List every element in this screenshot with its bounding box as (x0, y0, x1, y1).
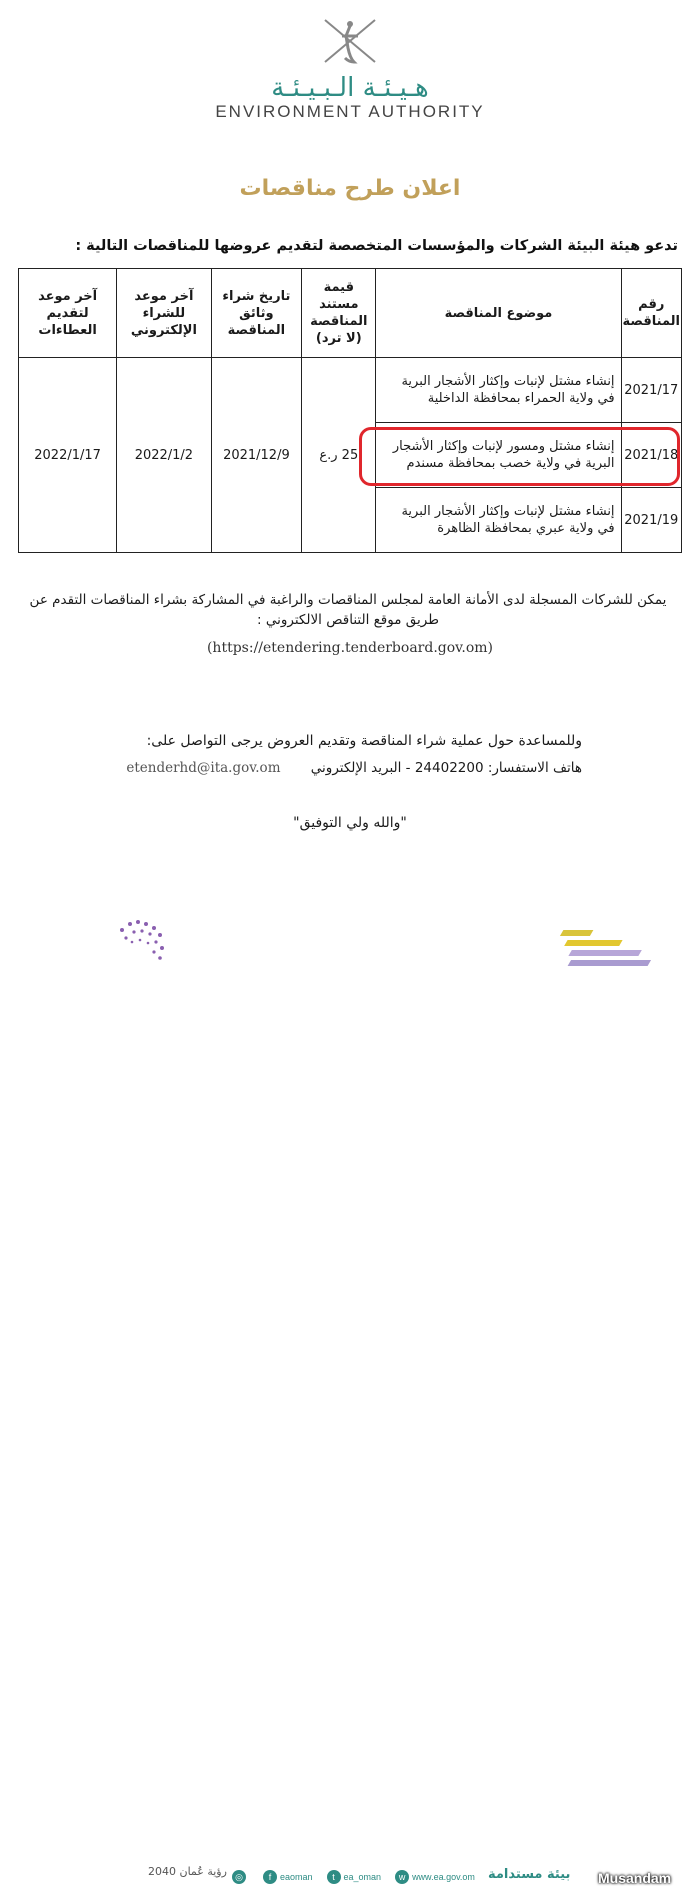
khanjar-emblem-icon (315, 14, 385, 72)
intro-text: تدعو هيئة البيئة الشركات والمؤسسات المتخصصة لتقديم عروضها للمناقصات التالية : (75, 238, 678, 254)
registration-paragraph: يمكن للشركات المسجلة لدى الأمانة العامة لمجلس المناقصات والراغبة في المشاركة بشراء المناقصات التقدم عن طريق موقع التناقص الالكتروني : (29, 592, 667, 628)
email-link[interactable]: etenderhd@ita.gov.om (126, 760, 281, 776)
table-header-row (19, 269, 682, 358)
instagram-link[interactable] (232, 1870, 249, 1884)
website-link[interactable] (395, 1870, 475, 1884)
contact-line (126, 760, 582, 776)
header-purchase-date: تاريخ شراء وثائق المناقصة (211, 269, 302, 358)
sustainability-slogan: بيئة مستدامة (488, 1867, 571, 1882)
facebook-link[interactable] (263, 1870, 313, 1884)
tender-number: 2021/17 (621, 358, 681, 423)
purchase-date: 2021/12/9 (211, 358, 302, 553)
vision-2040-text: رؤية عُمان 2040 (148, 1865, 227, 1878)
header-logo (0, 14, 700, 122)
twitter-link[interactable] (327, 1870, 382, 1884)
phone-text: هاتف الاستفسار: 24402200 - البريد الإلكتروني (310, 760, 582, 776)
header-subject: موضوع المناقصة (376, 269, 621, 358)
twitter-icon: t (327, 1870, 341, 1884)
header-value: قيمة مستند المناقصة (لا ترد) (302, 269, 376, 358)
table-row (19, 358, 682, 423)
page-title: اعلان طرح مناقصات (239, 176, 461, 201)
facebook-handle: eaoman (280, 1872, 313, 1882)
header-number: رقم المناقصة (621, 269, 681, 358)
social-links (232, 1870, 475, 1884)
tender-number: 2021/18 (621, 423, 681, 488)
facebook-icon: f (263, 1870, 277, 1884)
instagram-icon: ◎ (232, 1870, 246, 1884)
twitter-handle: ea_oman (343, 1872, 382, 1882)
tender-number: 2021/19 (621, 488, 681, 553)
footer (0, 910, 700, 1886)
tender-subject: إنشاء مشتل ومسور لإنبات وإكثار الأشجار البرية في ولاية خصب بمحافظة مسندم (376, 423, 621, 488)
vision-2040-logo-icon (102, 910, 192, 980)
tender-subject: إنشاء مشتل لإنبات وإكثار الأشجار البرية في ولاية الحمراء بمحافظة الداخلية (376, 358, 621, 423)
tender-subject: إنشاء مشتل لإنبات وإكثار الأشجار البرية في ولاية عبري بمحافظة الظاهرة (376, 488, 621, 553)
highlight-outline (359, 427, 680, 486)
etendering-link[interactable]: (https://etendering.tenderboard.gov.om) (206, 640, 494, 656)
tender-value: 25 ر.ع (302, 358, 376, 553)
musandam-watermark: Musandam (598, 1870, 672, 1886)
closing-text: "والله ولي التوفيق" (293, 815, 407, 831)
globe-icon: w (395, 1870, 409, 1884)
logo-english-text: ENVIRONMENT AUTHORITY (215, 102, 485, 121)
sustainability-stripes-icon (548, 922, 688, 982)
website-text: www.ea.gov.om (412, 1872, 475, 1882)
header-last-purchase: آخر موعد للشراء الإلكتروني (117, 269, 211, 358)
header-last-submit: آخر موعد لتقديم العطاءات (19, 269, 117, 358)
last-purchase-date: 2022/1/2 (117, 358, 211, 553)
help-text: وللمساعدة حول عملية شراء المناقصة وتقديم العروض يرجى التواصل على: (146, 733, 582, 749)
last-submit-date: 2022/1/17 (19, 358, 117, 553)
logo-arabic-text: هـيـئـة الـبـيـئـة (271, 73, 429, 103)
tenders-table (18, 268, 682, 553)
